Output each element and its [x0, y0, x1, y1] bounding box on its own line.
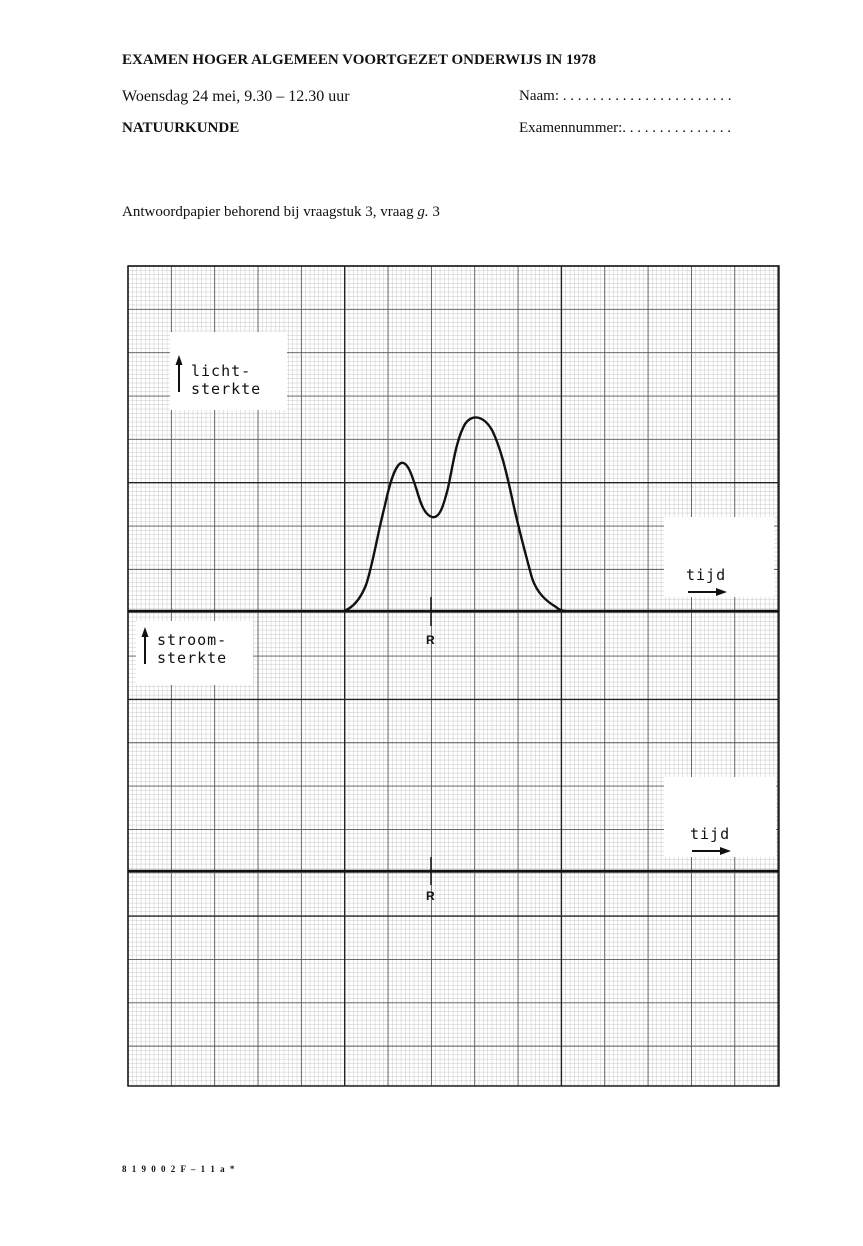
instruction-question: g. [417, 204, 429, 220]
time-label-top: tijd [686, 566, 727, 584]
instruction-prefix: Antwoordpapier behorend bij vraagstuk 3, vraag [122, 204, 418, 220]
exam-title: EXAMEN HOGER ALGEMEEN VOORTGEZET ONDERWIJS IN 1978 [122, 52, 597, 68]
marker-bottom-label: R [426, 889, 435, 903]
light-intensity-curve [344, 417, 566, 611]
lower-axis-label: stroom- sterkte [157, 631, 228, 667]
exam-number-field[interactable]: Examennummer:. . . . . . . . . . . . . . . [519, 120, 732, 136]
time-label-bottom: tijd [690, 825, 731, 843]
exam-date-time: Woensdag 24 mei, 9.30 – 12.30 uur [122, 88, 350, 105]
lower-axis-arrow-icon [142, 627, 149, 637]
upper-axis-label: licht- sterkte [191, 362, 262, 398]
time-arrow-top-icon [716, 588, 727, 596]
document-code: 8 1 9 0 0 2 F – 1 1 a * [122, 1164, 236, 1174]
name-field[interactable]: Naam: . . . . . . . . . . . . . . . . . . . . . . . [519, 88, 732, 104]
subject-title: NATUURKUNDE [122, 120, 240, 136]
time-arrow-bottom-icon [720, 847, 731, 855]
instruction-suffix: 3 [428, 204, 440, 220]
upper-axis-arrow-icon [176, 355, 183, 365]
marker-top-label: R [426, 633, 435, 647]
